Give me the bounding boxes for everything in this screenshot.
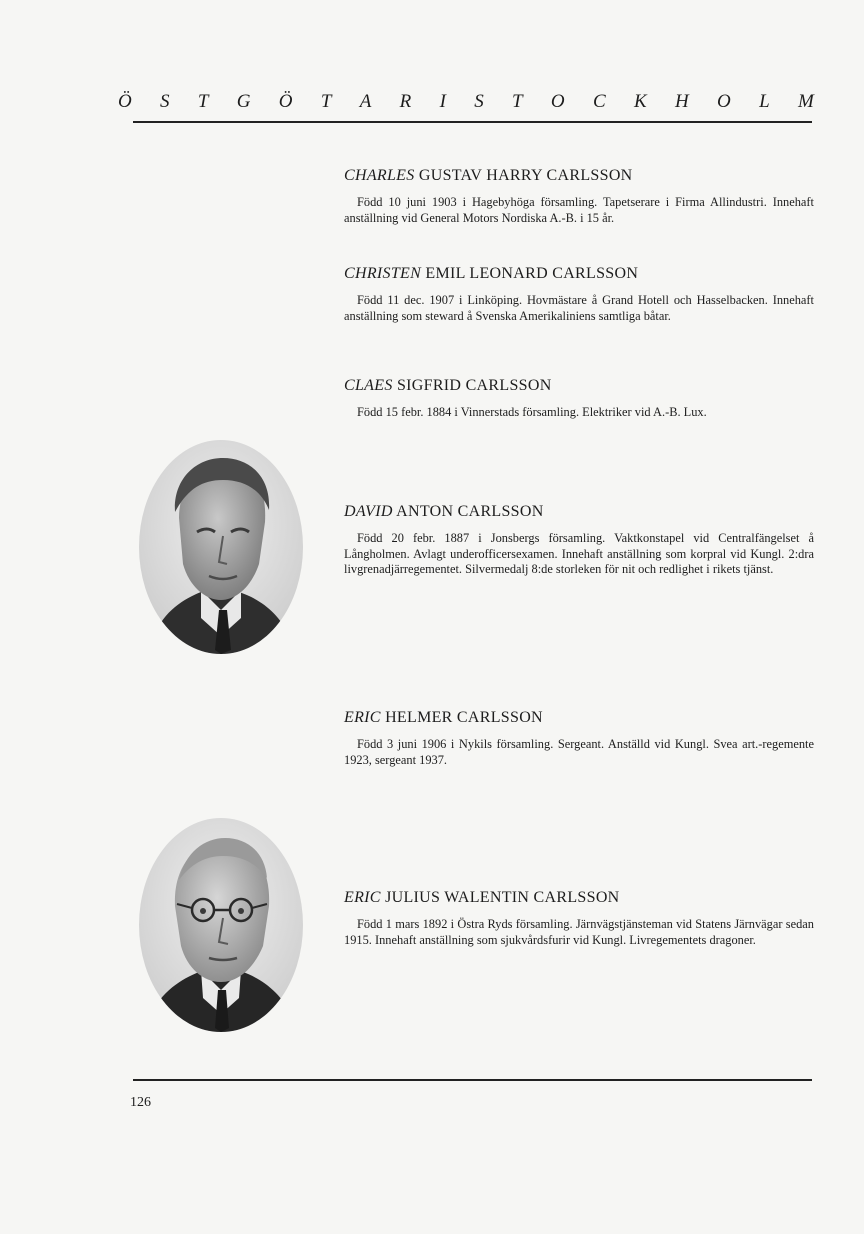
running-head-letter: K <box>633 91 647 112</box>
header-rule <box>133 121 812 123</box>
running-head-letter: T <box>197 91 209 112</box>
entry-surname-rest: JULIUS WALENTIN CARLSSON <box>385 889 620 906</box>
entry-surname-rest: ANTON CARLSSON <box>396 503 544 520</box>
running-head-letter: A <box>359 91 372 112</box>
entry-name <box>344 502 814 522</box>
entry-surname-rest: HELMER CARLSSON <box>385 709 543 726</box>
entry-name <box>344 264 814 284</box>
biography-entry <box>344 376 814 421</box>
entry-bio: Född 10 juni 1903 i Hagebyhöga församling. Tapetserare i Firma Allindustri. Innehaft anställning vid General Motors Nordiska A.-B. i 15 år. <box>344 195 814 225</box>
entry-bio: Född 3 juni 1906 i Nykils församling. Sergeant. Anställd vid Kungl. Svea art.-regemente 1923, sergeant 1937. <box>344 737 814 767</box>
biography-entry <box>344 264 814 324</box>
running-head-letter: L <box>759 91 770 112</box>
entry-given-name: CLAES <box>344 377 393 394</box>
entry-bio: Född 20 febr. 1887 i Jonsbergs församling. Vaktkonstapel vid Centralfängelset å Långholmen. Avlagt underofficersexamen. Innehaft anställning som korpral vid Kungl. 2:dra livgrenadjärregementet. Silvermedalj 8:de storleken för nit och redlighet i rikets tjänst. <box>344 531 814 576</box>
footer-rule <box>133 1079 812 1081</box>
entry-name <box>344 166 814 186</box>
entry-surname-rest: SIGFRID CARLSSON <box>396 377 552 394</box>
running-head-letter: G <box>236 91 251 112</box>
entry-name <box>344 376 814 396</box>
running-head-letter: Ö <box>118 91 132 112</box>
entry-bio: Född 11 dec. 1907 i Linköping. Hovmästare å Grand Hotell och Hasselbacken. Innehaft anställning som steward å Svenska Amerikaliniens samtliga båtar. <box>344 293 814 323</box>
entry-surname-rest: EMIL LEONARD CARLSSON <box>425 265 639 282</box>
portrait-photo <box>139 440 303 654</box>
biography-entry <box>344 708 814 768</box>
running-head-letter: T <box>320 91 332 112</box>
entry-given-name: ERIC <box>344 889 381 906</box>
running-head-letter: O <box>550 91 565 112</box>
page-number: 126 <box>130 1095 151 1110</box>
entry-given-name: CHRISTEN <box>344 265 422 282</box>
running-head-letter: S <box>474 91 484 112</box>
entry-given-name: DAVID <box>344 503 393 520</box>
biography-entry <box>344 502 814 578</box>
running-head-letter: Ö <box>278 91 293 112</box>
portrait-photo-image <box>139 818 303 1032</box>
running-head-letter: O <box>717 91 731 112</box>
biography-entry <box>344 888 814 948</box>
entry-given-name: CHARLES <box>344 167 415 184</box>
entry-given-name: ERIC <box>344 709 381 726</box>
portrait-photo <box>139 818 303 1032</box>
entry-bio: Född 15 febr. 1884 i Vinnerstads församling. Elektriker vid A.-B. Lux. <box>357 405 707 419</box>
running-head-letter: R <box>399 91 412 112</box>
running-head-letter: T <box>512 91 523 112</box>
entry-name <box>344 708 814 728</box>
running-head-letter: M <box>797 91 814 112</box>
biography-entry <box>344 166 814 226</box>
running-head <box>118 90 814 114</box>
running-head-letter: S <box>160 91 170 112</box>
running-head-letter: H <box>674 91 689 112</box>
running-head-letter: I <box>439 91 446 112</box>
portrait-photo-image <box>139 440 303 654</box>
entry-surname-rest: GUSTAV HARRY CARLSSON <box>418 167 633 184</box>
running-head-letter: C <box>592 91 606 112</box>
entry-name <box>344 888 814 908</box>
entry-bio: Född 1 mars 1892 i Östra Ryds församling. Järnvägstjänsteman vid Statens Järnvägar sedan 1915. Innehaft anställning som sjukvårdsfurir vid Kungl. Livregementets dragoner. <box>344 917 814 947</box>
